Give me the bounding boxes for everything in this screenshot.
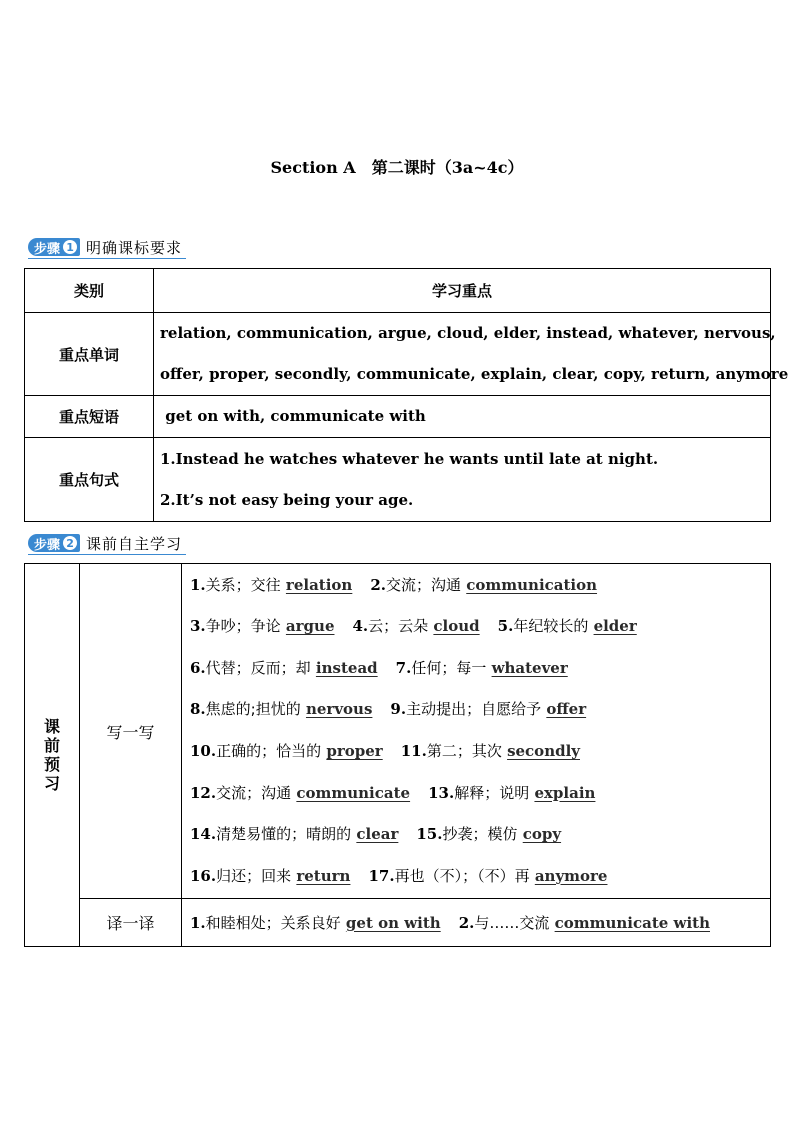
item-answer: proper [326,742,383,760]
item-answer: clear [356,825,399,844]
item-line [190,856,770,898]
item-number: 4. [352,617,369,636]
item-meaning: 正确的；恰当的 [216,742,322,760]
item-meaning: 再也（不）；（不）再 [394,866,530,885]
item-line [190,606,770,648]
row-content [154,313,789,396]
item-answer: elder [593,617,637,636]
item-meaning: 代替；反而；却 [205,658,311,677]
page-title: Section A 第二课时（3a~4c） [270,158,524,177]
item-number: 16. [190,866,217,885]
item-line [190,648,770,690]
item-line [190,814,770,856]
table-row [25,313,771,396]
content-line: 1.Instead he watches whatever he wants until late at night. [160,449,659,468]
vocab-item [459,914,710,932]
item-meaning: 解释；说明 [454,783,530,802]
item-line [190,901,770,945]
step-2-number: 2 [63,536,77,550]
vocab-item [352,617,497,635]
item-meaning: 云；云朵 [368,617,429,636]
item-number: 14. [190,825,217,844]
item-number: 3. [190,617,206,636]
step-2-badge [28,534,80,552]
vocab-item [396,659,568,677]
vocab-item [190,784,428,802]
step-1-number: 1 [63,240,77,254]
translate-items [182,899,771,947]
preview-table [24,563,771,947]
vocab-item [190,576,370,594]
row-label: 重点句式 [25,438,154,522]
item-meaning: 交流；沟通 [386,575,462,594]
item-meaning: 第二；其次 [426,742,502,760]
item-meaning: 清楚易懂的；晴朗的 [216,825,352,844]
content-line: offer, proper, secondly, communicate, explain, clear, copy, return, anymore [160,365,789,383]
row-label: 重点单词 [25,313,154,396]
row-content [154,438,771,522]
item-meaning: 归还；回来 [216,866,292,885]
vocab-item [190,867,368,885]
item-meaning: 和睦相处；关系良好 [205,913,341,932]
vocab-item [368,867,607,885]
row-label: 重点短语 [25,396,154,438]
write-row [25,564,771,899]
header-category: 类别 [25,269,154,313]
vocab-item [416,825,561,843]
item-line [190,773,770,815]
item-number: 11. [400,742,427,760]
item-number: 13. [428,783,455,802]
vocab-item [190,617,352,635]
vocab-item [190,659,396,677]
item-number: 1. [190,913,206,932]
item-answer: whatever [491,658,568,677]
item-answer: communicate [296,783,411,802]
item-meaning: 与……交流 [474,913,550,932]
step-1-badge-text: 步骤 [34,241,61,257]
item-answer: relation [285,575,353,594]
item-answer: copy [522,825,562,844]
item-line [190,689,770,731]
study-focus-table [24,268,789,522]
item-number: 10. [190,742,217,760]
vocab-item [190,700,390,718]
row-content [154,396,771,438]
item-meaning: 关系；交往 [205,575,281,594]
item-answer: instead [315,658,378,677]
item-number: 2. [370,575,386,594]
item-number: 17. [368,866,395,885]
item-number: 5. [497,617,514,636]
item-number: 12. [190,783,217,802]
table-header-row [25,269,771,313]
vocab-item [190,825,416,843]
item-meaning: 交流；沟通 [216,783,292,802]
item-line [190,565,770,607]
translate-label: 译一译 [80,899,182,947]
item-number: 9. [390,700,407,719]
side-label-cell [25,564,80,947]
item-meaning: 主动提出；自愿给予 [406,700,542,719]
item-meaning: 年纪较长的 [513,617,589,636]
item-answer: return [296,866,351,885]
vocab-item [498,617,637,635]
content-line: get on with, communicate with [160,407,426,425]
item-meaning: 争吵；争论 [205,617,281,636]
step-1-label: 明确课标要求 [86,238,183,257]
write-label: 写一写 [80,564,182,899]
vocab-item [401,742,580,760]
item-meaning: 抄袭；模仿 [442,825,518,844]
item-number: 6. [190,658,206,677]
item-answer: argue [285,617,335,636]
item-answer: offer [546,700,587,719]
write-items [182,564,771,899]
step-1-heading [28,236,186,259]
step-2-label: 课前自主学习 [86,534,183,553]
item-answer: cloud [433,617,480,636]
item-answer: get on with [345,913,441,932]
step-2-badge-text: 步骤 [34,537,61,553]
side-label: 课前预习 [43,717,60,793]
table-row [25,396,771,438]
table-row [25,438,771,522]
item-number: 7. [395,658,412,677]
step-1-badge [28,238,80,256]
step-2-heading [28,532,186,555]
vocab-item [390,700,586,718]
vocab-item [370,576,597,594]
item-number: 1. [190,575,206,594]
item-number: 15. [416,825,443,844]
translate-row [25,899,771,947]
content-line: 2.It’s not easy being your age. [160,490,414,509]
item-answer: anymore [534,866,608,885]
item-meaning: 焦虑的;担忧的 [205,700,301,719]
item-line [190,731,770,773]
item-answer: communicate with [554,913,710,932]
vocab-item [428,784,595,802]
item-answer: secondly [507,742,580,760]
item-answer: explain [534,783,596,802]
item-answer: nervous [305,700,373,719]
vocab-item [190,742,401,760]
vocab-item [190,914,459,932]
item-number: 8. [190,700,206,719]
item-answer: communication [466,575,598,594]
content-line: relation, communication, argue, cloud, elder, instead, whatever, nervous, [160,324,776,342]
item-meaning: 任何；每一 [411,658,487,677]
item-number: 2. [458,913,475,932]
header-focus: 学习重点 [154,269,771,313]
